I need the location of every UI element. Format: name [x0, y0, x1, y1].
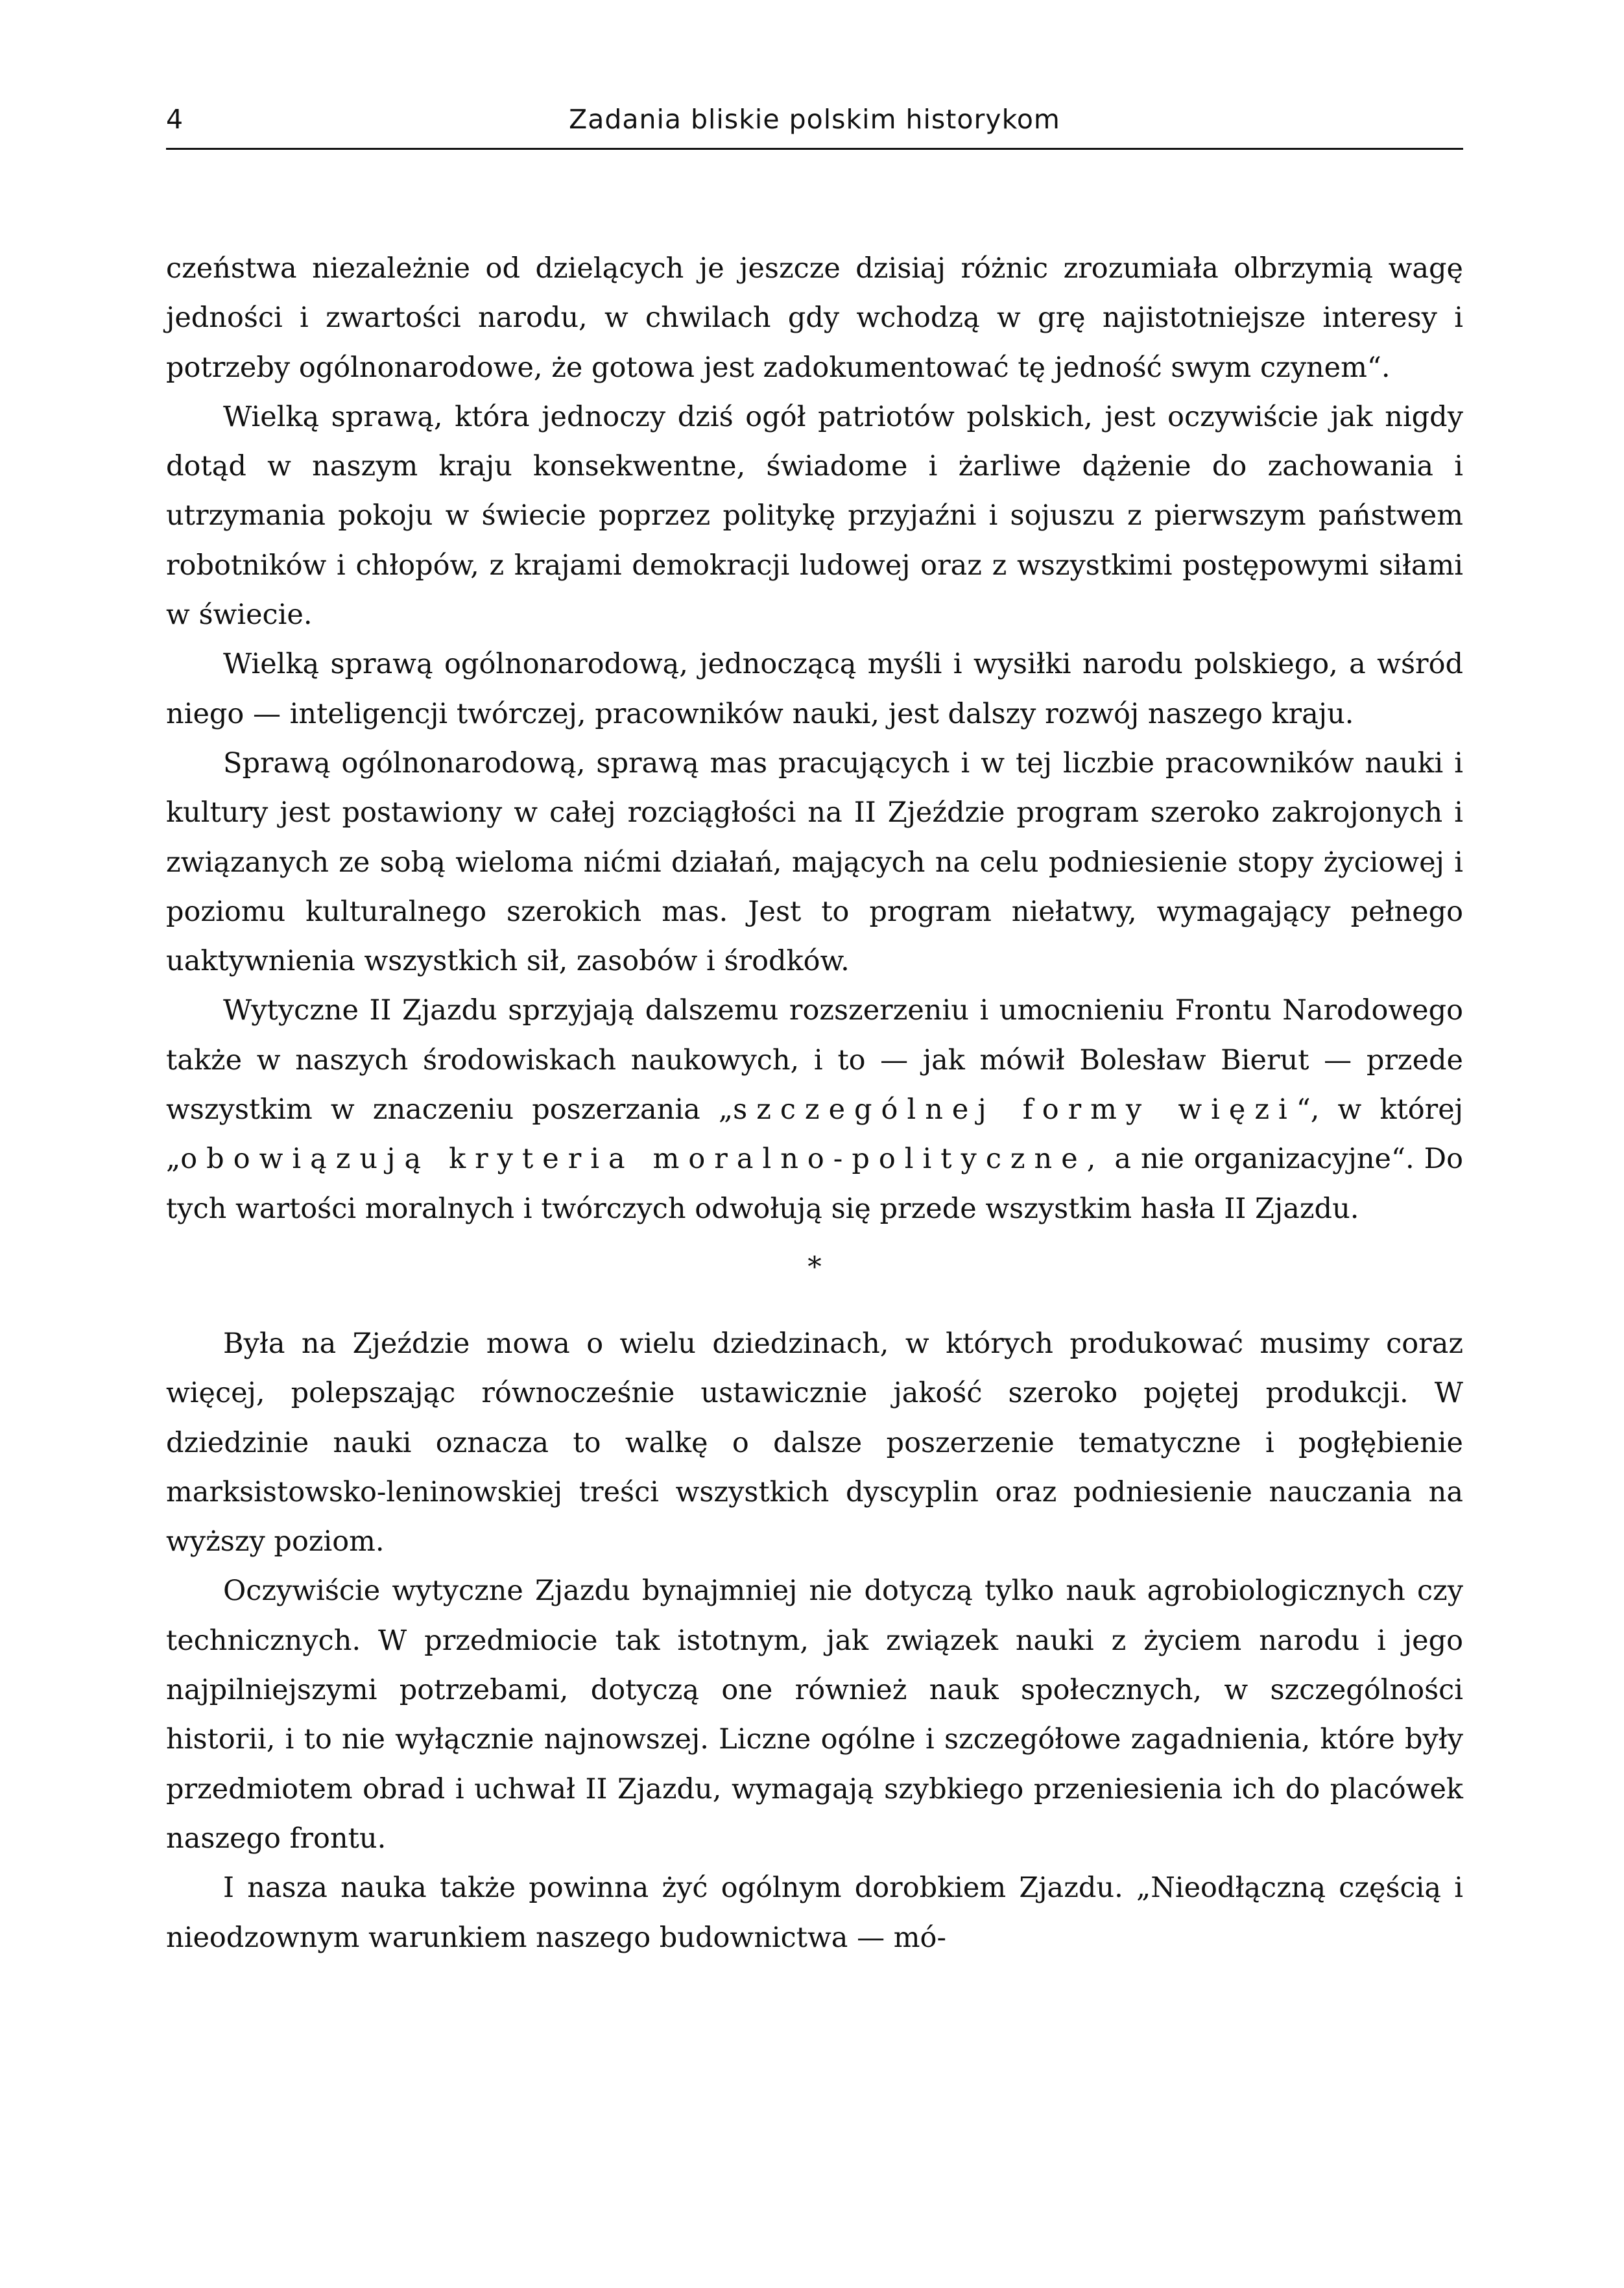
running-title: Zadania bliskie polskim historykom [569, 104, 1060, 135]
paragraph: I nasza nauka także powinna żyć ogólnym dorobkiem Zjazdu. „Nieodłączną częścią i nieodzownym warunkiem naszego budownictwa — mó- [166, 1872, 1463, 1954]
paragraph: Była na Zjeździe mowa o wielu dziedzinach, w których produkować musimy coraz więcej, polepszając równocześnie ustawicznie jakość szeroko pojętej produkcji. W dziedzinie nauki oznacza to walkę o dalsze poszerzenie tematyczne i pogłębienie marksistowsko-leninowskiej treści wszystkich dyscyplin oraz podniesienie nauczania na wyższy poziom. [166, 1327, 1463, 1558]
section-separator: * [807, 1250, 822, 1283]
paragraph-text: Wytyczne II Zjazdu sprzyjają dalszemu rozszerzeniu i umocnieniu Frontu Narodowego także w naszych środowiskach naukowych, i to — jak mówił Bolesław Bierut — przede wszystkim w znaczeniu poszerzania „ [166, 994, 1463, 1126]
page [166, 97, 1463, 1962]
paragraph: Wielką sprawą, która jednoczy dziś ogół patriotów polskich, jest oczywiście jak nigdy dotąd w naszym kraju konsekwentne, świadome i żarliwe dążenie do zachowania i utrzymania pokoju w świecie poprzez politykę przyjaźni i sojuszu z pierwszym państwem robotników i chłopów, z krajami demokracji ludowej oraz z wszystkimi postępowymi siłami w świecie. [166, 400, 1463, 632]
paragraph-text: “, w której „ [166, 1093, 1463, 1176]
paragraph: czeństwa niezależnie od dzielących je jeszcze dzisiaj różnic zrozumiała olbrzymią wagę jedności i zwartości narodu, w chwilach gdy wchodzą w grę najistotniejsze interesy i potrzeby ogólnonarodowe, że gotowa jest zadokumentować tę jedność swym czynem“. [166, 252, 1463, 384]
page-number: 4 [166, 104, 184, 135]
paragraph: Oczywiście wytyczne Zjazdu bynajmniej nie dotyczą tylko nauk agrobiologicznych czy technicznych. W przedmiocie tak istotnym, jak związek nauki z życiem narodu i jego najpilniejszymi potrzebami, dotyczą one również nauk społecznych, w szczególności historii, i to nie wyłącznie najnowszej. Liczne ogólne i szczegółowe zagadnienia, które były przedmiotem obrad i uchwał II Zjazdu, wymagają szybkiego przeniesienia ich do placówek naszego frontu. [166, 1575, 1463, 1855]
running-header [166, 97, 1463, 150]
paragraph [166, 986, 1463, 1233]
spaced-quote: obowiązują kryteria moralno-polityczne, [180, 1143, 1105, 1176]
body-text [166, 244, 1463, 1962]
paragraph-text: a nie organizacyjne“. Do tych wartości moralnych i twórczych odwołują się przede wszystkim hasła II Zjazdu. [166, 1143, 1463, 1225]
paragraph: Sprawą ogólnonarodową, sprawą mas pracujących i w tej liczbie pracowników nauki i kultury jest postawiony w całej rozciągłości na II Zjeździe program szeroko zakrojonych i związanych ze sobą wieloma nićmi działań, mających na celu podniesienie stopy życiowej i poziomu kulturalnego szerokich mas. Jest to program niełatwy, wymagający pełnego uaktywnienia wszystkich sił, zasobów i środków. [166, 746, 1463, 978]
paragraph: Wielką sprawą ogólnonarodową, jednoczącą myśli i wysiłki narodu polskiego, a wśród niego — inteligencji twórczej, pracowników nauki, jest dalszy rozwój naszego kraju. [166, 648, 1463, 730]
spaced-quote: szczególnej formy więzi [733, 1093, 1296, 1126]
